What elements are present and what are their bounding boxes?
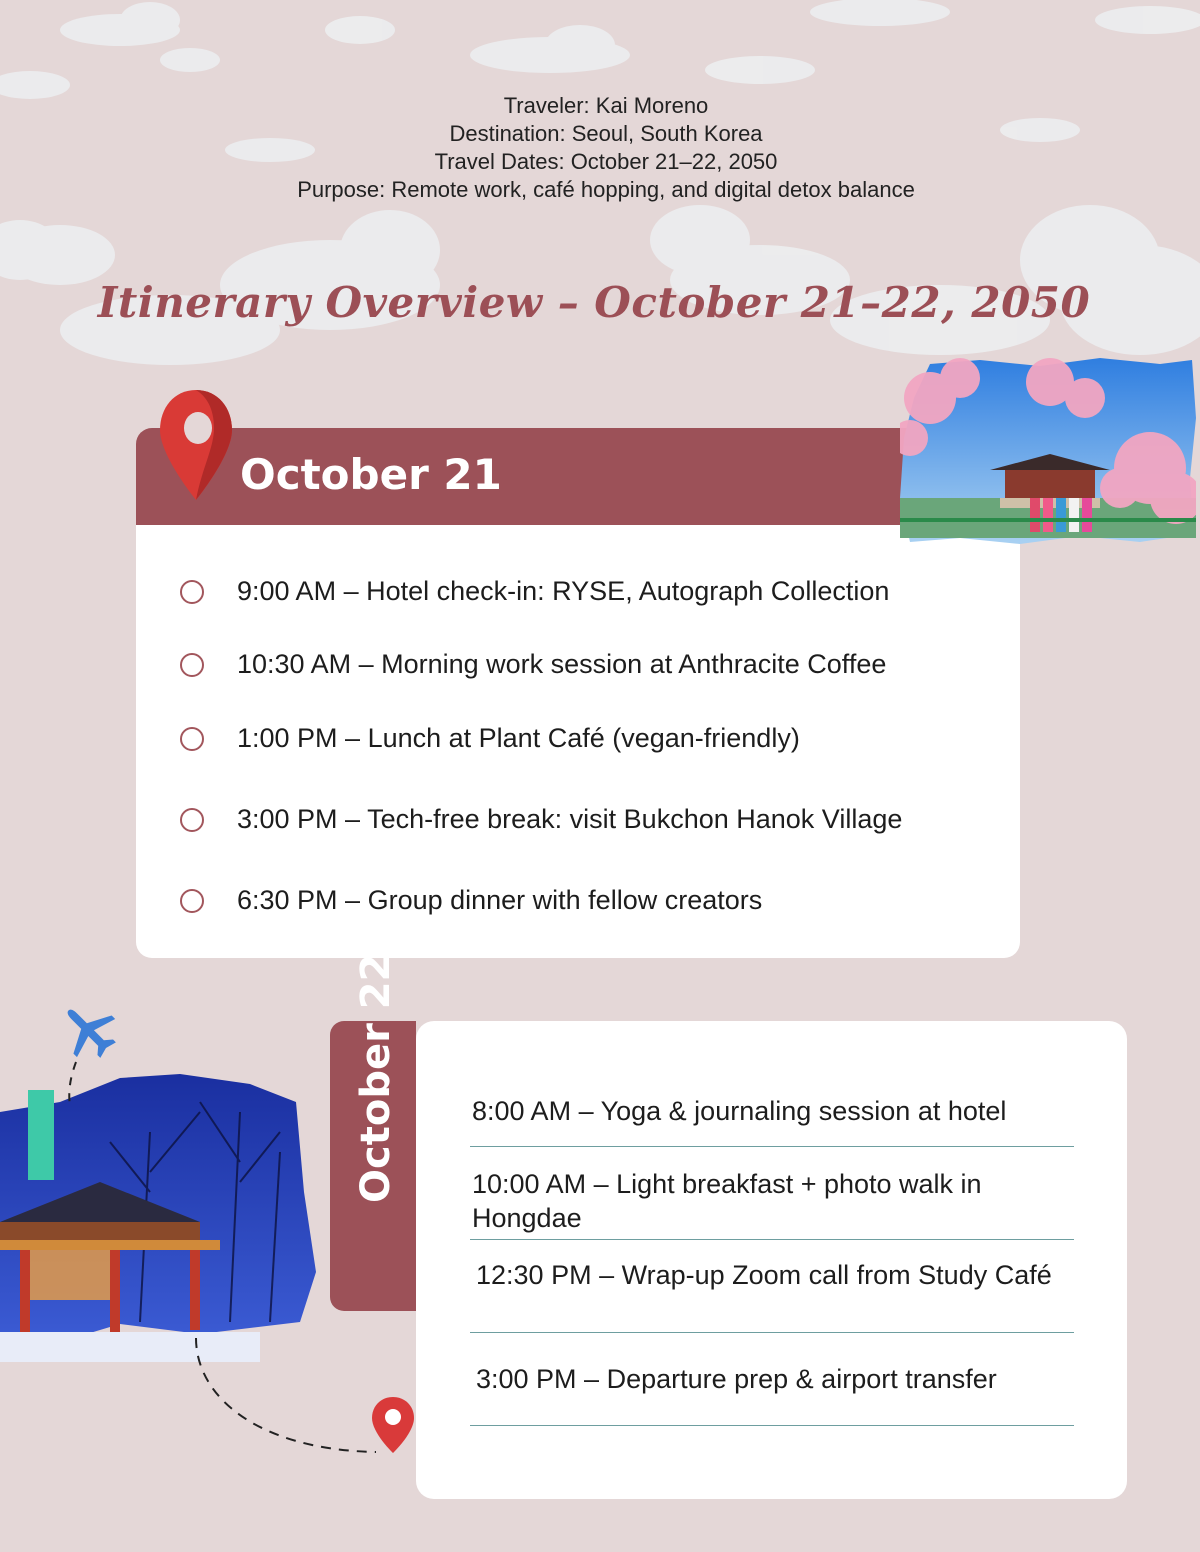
- traveler-line: Traveler: Kai Moreno: [503, 93, 709, 118]
- list-item: [180, 576, 889, 607]
- airplane-icon: [58, 1000, 120, 1062]
- list-item: [180, 885, 762, 916]
- destination-line: Destination: Seoul, South Korea: [449, 121, 763, 146]
- list-item: [180, 723, 800, 754]
- map-pin-icon: [370, 1395, 416, 1455]
- radio-circle-icon[interactable]: [180, 889, 204, 913]
- list-item: [180, 649, 886, 680]
- divider: [470, 1239, 1074, 1240]
- purpose-line: Purpose: Remote work, café hopping, and digital detox balance: [297, 177, 915, 202]
- item-text: 3:00 PM – Tech-free break: visit Bukchon Hanok Village: [237, 804, 903, 834]
- radio-circle-icon[interactable]: [180, 808, 204, 832]
- page-title: Itinerary Overview – October 21–22, 2050: [97, 278, 1091, 327]
- divider: [470, 1425, 1074, 1426]
- list-item: 10:00 AM – Light breakfast + photo walk in Hongdae: [472, 1169, 982, 1233]
- list-item: 8:00 AM – Yoga & journaling session at hotel: [472, 1096, 1007, 1126]
- item-text: 1:00 PM – Lunch at Plant Café (vegan-friendly): [237, 723, 800, 753]
- map-pin-icon: [158, 388, 234, 504]
- trip-details: [0, 92, 1200, 204]
- radio-circle-icon[interactable]: [180, 653, 204, 677]
- palace-photo: [900, 358, 1196, 546]
- list-item: 12:30 PM – Wrap-up Zoom call from Study Café: [476, 1260, 1052, 1290]
- item-text: 10:30 AM – Morning work session at Anthracite Coffee: [237, 649, 887, 679]
- item-text: 6:30 PM – Group dinner with fellow creators: [237, 885, 763, 915]
- list-item: 3:00 PM – Departure prep & airport transfer: [476, 1364, 997, 1394]
- item-text: 9:00 AM – Hotel check-in: RYSE, Autograph Collection: [237, 576, 890, 606]
- radio-circle-icon[interactable]: [180, 727, 204, 751]
- route-dashed-line: [60, 1058, 400, 1468]
- radio-circle-icon[interactable]: [180, 580, 204, 604]
- dates-line: Travel Dates: October 21–22, 2050: [434, 149, 778, 174]
- divider: [470, 1332, 1074, 1333]
- divider: [470, 1146, 1074, 1147]
- list-item: [180, 804, 902, 835]
- day1-title: October 21: [240, 450, 502, 499]
